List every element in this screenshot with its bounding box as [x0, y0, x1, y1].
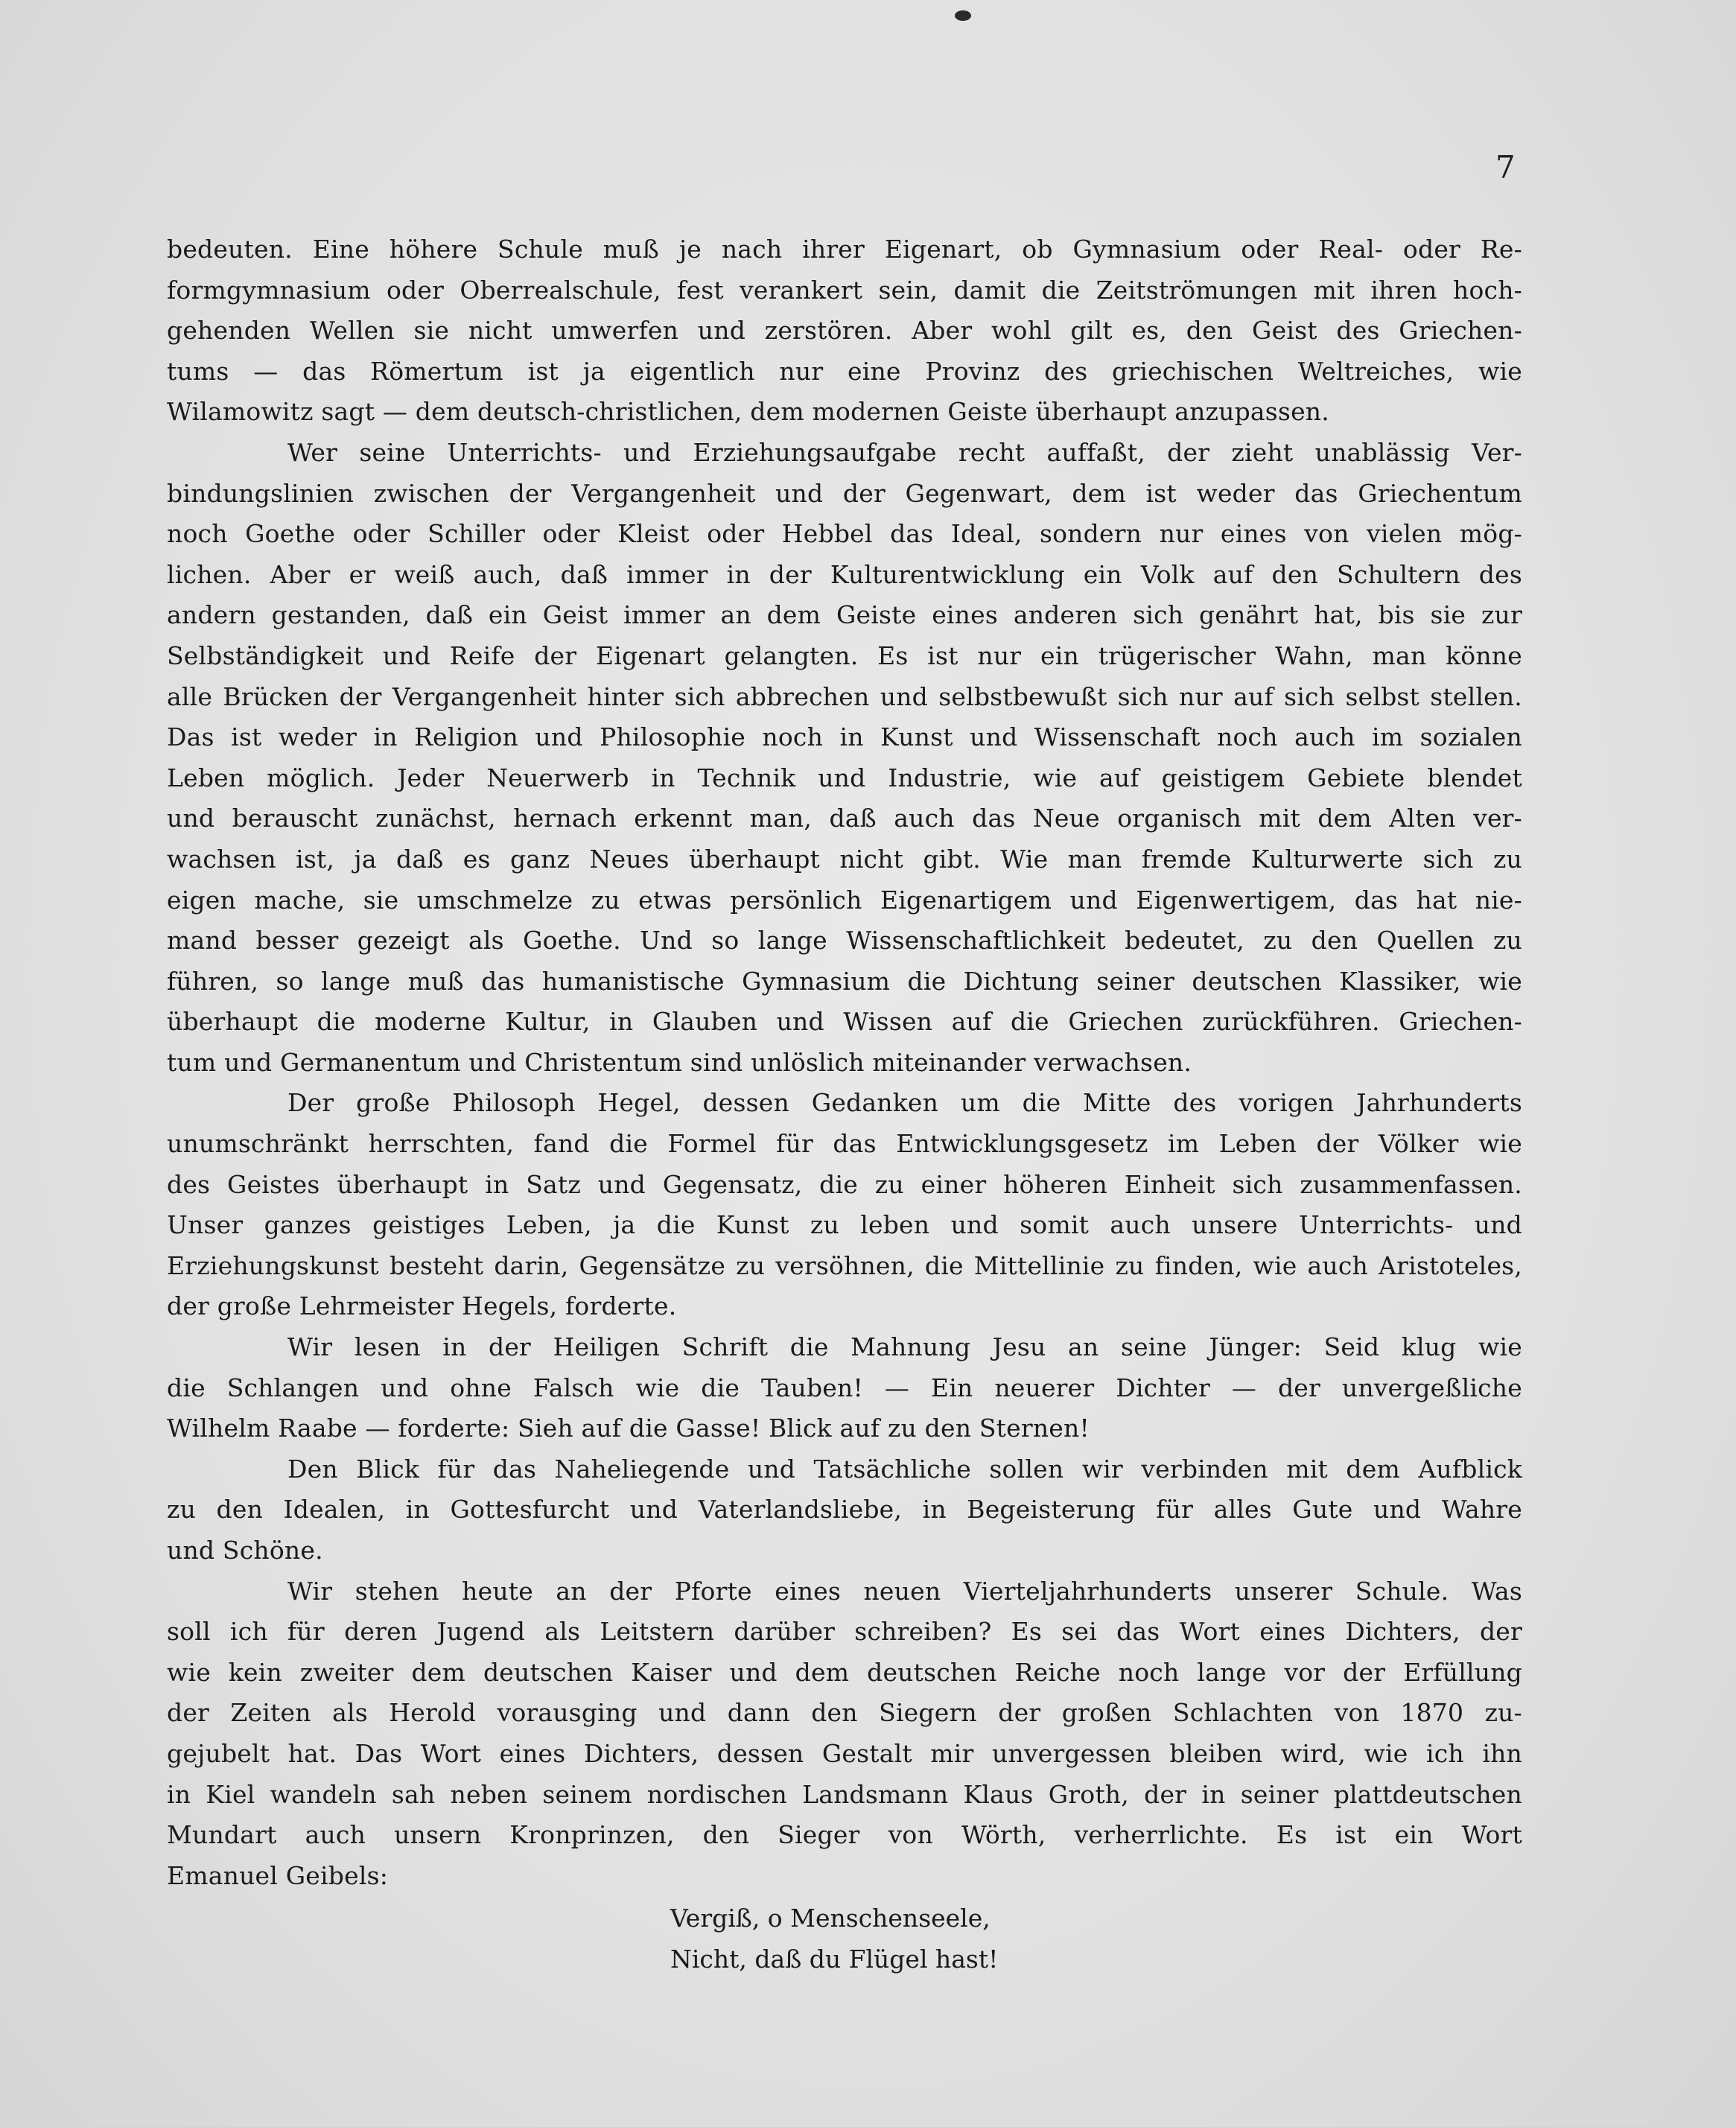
text-line: überhaupt die moderne Kultur, in Glauben und Wissen auf die Griechen zurückführen. Griechen- [167, 1007, 1522, 1037]
text-line: bedeuten. Eine höhere Schule muß je nach ihrer Eigenart, ob Gymnasium oder Real- oder Re- [167, 235, 1522, 264]
text-line: die Schlangen und ohne Falsch wie die Tauben! — Ein neuerer Dichter — der unvergeßliche [167, 1373, 1522, 1402]
printer-mark [955, 10, 971, 21]
text-line: wie kein zweiter dem deutschen Kaiser und dem deutschen Reiche noch lange vor der Erfüllung [167, 1657, 1522, 1687]
text-line: Den Blick für das Naheliegende und Tatsächliche sollen wir verbinden mit dem Aufblick [287, 1454, 1522, 1484]
text-line: und Schöne. [167, 1536, 323, 1565]
text-line: bindungslinien zwischen der Vergangenheit und der Gegenwart, dem ist weder das Griechentum [167, 478, 1522, 508]
text-line: Wilamowitz sagt — dem deutsch-christlichen, dem modernen Geiste überhaupt anzupassen. [167, 397, 1329, 427]
text-line: formgymnasium oder Oberrealschule, fest verankert sein, damit die Zeitströmungen mit ihren hoch- [167, 275, 1522, 305]
text-line: Wir lesen in der Heiligen Schrift die Mahnung Jesu an seine Jünger: Seid klug wie [287, 1332, 1522, 1362]
text-line: führen, so lange muß das humanistische Gymnasium die Dichtung seiner deutschen Klassiker, wie [167, 966, 1522, 996]
text-line: gejubelt hat. Das Wort eines Dichters, dessen Gestalt mir unvergessen bleiben wird, wie ich ihn [167, 1738, 1522, 1768]
text-line: Selbständigkeit und Reife der Eigenart gelangten. Es ist nur ein trügerischer Wahn, man könne [167, 640, 1522, 670]
text-line: noch Goethe oder Schiller oder Kleist oder Hebbel das Ideal, sondern nur eines von vielen mög- [167, 519, 1522, 549]
text-line: mand besser gezeigt als Goethe. Und so lange Wissenschaftlichkeit bedeutet, zu den Quellen zu [167, 926, 1522, 956]
text-line: des Geistes überhaupt in Satz und Gegensatz, die zu einer höheren Einheit sich zusammenfassen. [167, 1169, 1522, 1199]
text-line: Der große Philosoph Hegel, dessen Gedanken um die Mitte des vorigen Jahrhunderts [287, 1088, 1522, 1118]
body-text [167, 229, 1522, 1896]
text-line: und berauscht zunächst, hernach erkennt man, daß auch das Neue organisch mit dem Alten ver- [167, 804, 1522, 833]
text-line: Wer seine Unterrichts- und Erziehungsaufgabe recht auffaßt, der zieht unablässig Ver- [287, 437, 1522, 467]
text-line: soll ich für deren Jugend als Leitstern darüber schreiben? Es sei das Wort eines Dichters, der [167, 1617, 1522, 1647]
text-line: Leben möglich. Jeder Neuerwerb in Technik und Industrie, wie auf geistigem Gebiete blendet [167, 763, 1522, 792]
text-line: der große Lehrmeister Hegels, forderte. [167, 1291, 677, 1321]
text-line: Emanuel Geibels: [167, 1860, 389, 1890]
text-line: lichen. Aber er weiß auch, daß immer in der Kulturentwicklung ein Volk auf den Schultern des [167, 559, 1522, 589]
text-line: Wilhelm Raabe — forderte: Sieh auf die Gasse! Blick auf zu den Sternen! [167, 1414, 1090, 1443]
text-line: in Kiel wandeln sah neben seinem nordischen Landsmann Klaus Groth, der in seiner plattdeutschen [167, 1779, 1522, 1809]
page-number: 7 [1495, 149, 1516, 185]
verse-line: Nicht, daß du Flügel hast! [670, 1944, 999, 1974]
text-line: tums — das Römertum ist ja eigentlich nur eine Provinz des griechischen Weltreiches, wie [167, 356, 1522, 386]
text-line: Das ist weder in Religion und Philosophie noch in Kunst und Wissenschaft noch auch im sozialen [167, 722, 1522, 752]
text-line: tum und Germanentum und Christentum sind unlöslich miteinander verwachsen. [167, 1047, 1192, 1077]
text-line: unumschränkt herrschten, fand die Formel für das Entwicklungsgesetz im Leben der Völker wie [167, 1129, 1522, 1159]
text-line: wachsen ist, ja daß es ganz Neues überhaupt nicht gibt. Wie man fremde Kulturwerte sich zu [167, 844, 1522, 874]
verse-quote [670, 1898, 1192, 1980]
text-line: Erziehungskunst besteht darin, Gegensätze zu versöhnen, die Mittellinie zu finden, wie auch Aristoteles, [167, 1250, 1522, 1280]
text-line: andern gestanden, daß ein Geist immer an dem Geiste eines anderen sich genährt hat, bis sie zur [167, 600, 1522, 630]
text-line: der Zeiten als Herold vorausging und dann den Siegern der großen Schlachten von 1870 zu- [167, 1698, 1522, 1728]
text-line: zu den Idealen, in Gottesfurcht und Vaterlandsliebe, in Begeisterung für alles Gute und Wahre [167, 1495, 1522, 1524]
text-line: eigen mache, sie umschmelze zu etwas persönlich Eigenartigem und Eigenwertigem, das hat nie- [167, 885, 1522, 915]
text-line: gehenden Wellen sie nicht umwerfen und zerstören. Aber wohl gilt es, den Geist des Griechen- [167, 316, 1522, 346]
text-line: Unser ganzes geistiges Leben, ja die Kunst zu leben und somit auch unsere Unterrichts- und [167, 1210, 1522, 1240]
verse-line: Vergiß, o Menschenseele, [670, 1904, 991, 1933]
text-line: alle Brücken der Vergangenheit hinter sich abbrechen und selbstbewußt sich nur auf sich selbst stellen. [167, 681, 1522, 711]
text-line: Wir stehen heute an der Pforte eines neuen Vierteljahrhunderts unserer Schule. Was [287, 1576, 1522, 1606]
text-line: Mundart auch unsern Kronprinzen, den Sieger von Wörth, verherrlichte. Es ist ein Wort [167, 1820, 1522, 1850]
